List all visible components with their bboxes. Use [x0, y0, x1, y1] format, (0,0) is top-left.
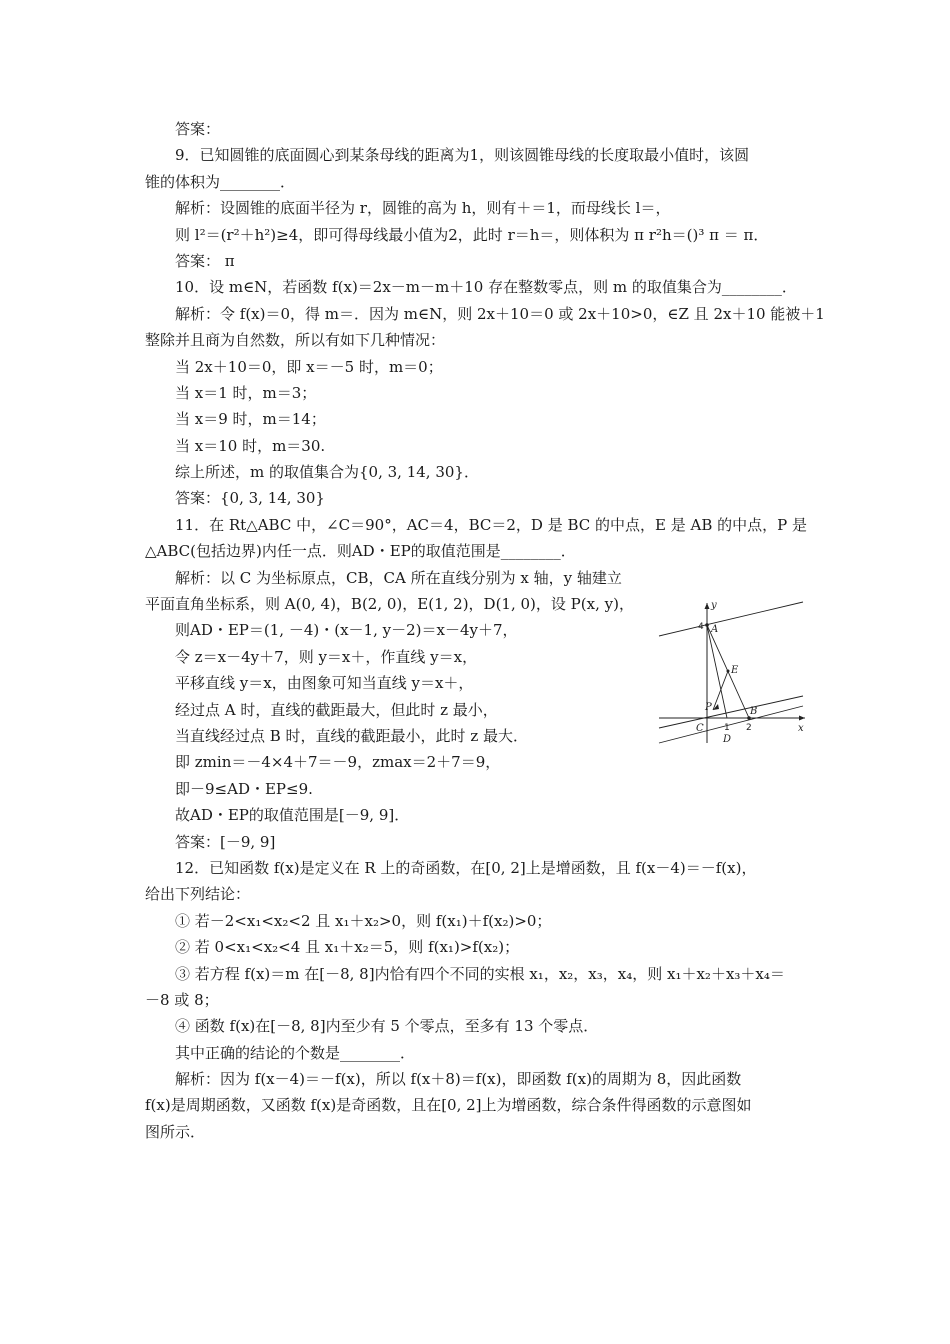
label-one: 1 — [724, 723, 730, 733]
text-line: 答案： — [175, 120, 221, 138]
text-line: 解析：设圆锥的底面半径为 r，圆锥的高为 h，则有＋＝1，而母线长 l＝， — [175, 199, 671, 218]
coordinate-figure-svg — [655, 598, 810, 748]
text-line: 则AD・EP＝(1, －4)・(x－1, y－2)＝x－4y＋7， — [175, 621, 518, 640]
text-line: 锥的体积为________． — [145, 172, 296, 191]
label-y: y — [711, 600, 717, 611]
text-line: 当 x＝9 时，m＝14； — [175, 410, 326, 429]
text-line: 综上所述，m 的取值集合为{0, 3, 14, 30}． — [175, 463, 479, 482]
text-line: 平面直角坐标系，则 A(0, 4)，B(2, 0)，E(1, 2)，D(1, 0)，设 P(x, y)， — [145, 595, 634, 614]
text-line: 12．已知函数 f(x)是定义在 R 上的奇函数，在[0, 2]上是增函数，且 f(x－4)＝－f(x)， — [175, 858, 757, 877]
text-line: ④ 函数 f(x)在[－8, 8]内至少有 5 个零点，至多有 13 个零点． — [175, 1017, 599, 1036]
text-line: ② 若 0<x₁<x₂<4 且 x₁＋x₂＝5，则 f(x₁)>f(x₂)； — [175, 938, 520, 957]
text-line: 答案：{0, 3, 14, 30} — [175, 489, 325, 508]
text-line: 即－9≤AD・EP≤9. — [175, 779, 313, 798]
label-c: C — [696, 723, 704, 734]
text-line: 图所示． — [145, 1122, 206, 1141]
text-line: 当 x＝10 时，m＝30. — [175, 436, 326, 455]
text-line: 即 zmin＝－4×4＋7＝－9，zmax＝2＋7＝9， — [175, 753, 501, 772]
point-e — [727, 670, 730, 673]
segment-ep — [713, 671, 728, 710]
label-two: 2 — [746, 723, 752, 733]
text-line: 答案：[－9, 9] — [175, 832, 276, 851]
text-line: 整除并且商为自然数，所以有如下几种情况： — [145, 331, 446, 350]
text-line: 则 l²＝(r²＋h²)≥4，即可得母线最小值为2，此时 r＝h＝，则体积为 π r²h＝()³ π ＝ π． — [175, 225, 769, 244]
text-line: 令 z＝x－4y＋7，则 y＝x＋，作直线 y＝x， — [175, 647, 478, 666]
text-line: 解析：令 f(x)＝0，得 m＝．因为 m∈N，则 2x＋10＝0 或 2x＋10>0，∈Z 且 2x＋10 能被＋1 — [175, 304, 825, 323]
text-line: 当 x＝1 时，m＝3； — [175, 383, 317, 402]
label-d: D — [723, 734, 732, 745]
text-line: 平移直线 y＝x，由图象可知当直线 y＝x＋， — [175, 674, 474, 693]
text-line: 11．在 Rt△ABC 中，∠C＝90°，AC＝4，BC＝2，D 是 BC 的中点，E 是 AB 的中点，P 是 — [175, 515, 807, 534]
text-line: ① 若－2<x₁<x₂<2 且 x₁＋x₂>0，则 f(x₁)＋f(x₂)>0； — [175, 911, 552, 930]
coordinate-figure — [655, 598, 810, 748]
text-line: 9．已知圆锥的底面圆心到某条母线的距离为1，则该圆锥母线的长度取最小值时，该圆 — [175, 146, 750, 165]
text-line: 故AD・EP的取值范围是[－9, 9]． — [175, 806, 410, 825]
text-line: 当 2x＋10＝0，即 x＝－5 时，m＝0； — [175, 357, 443, 376]
text-line: f(x)是周期函数，又函数 f(x)是奇函数，且在[0, 2]上为增函数，综合条件得函数的示意图如 — [145, 1096, 752, 1115]
text-line: 其中正确的结论的个数是________． — [175, 1043, 416, 1062]
label-p: P — [705, 702, 712, 713]
text-line: 给出下列结论： — [145, 885, 251, 904]
text-line: 解析：因为 f(x－4)＝－f(x)，所以 f(x＋8)＝f(x)，即函数 f(x)的周期为 8，因此函数 — [175, 1070, 742, 1089]
line-through-a — [659, 602, 803, 636]
text-line: 解析：以 C 为坐标原点，CB，CA 所在直线分别为 x 轴，y 轴建立 — [175, 568, 622, 587]
text-line: △ABC(包括边界)内任一点．则AD・EP的取值范围是________． — [145, 542, 576, 561]
text-line: 经过点 A 时，直线的截距最大，但此时 z 最小， — [175, 700, 498, 719]
text-line: ③ 若方程 f(x)＝m 在[－8, 8]内恰有四个不同的实根 x₁，x₂，x₃，x₄，则 x₁＋x₂＋x₃＋x₄＝ — [175, 964, 785, 983]
label-x: x — [798, 723, 804, 734]
point-a — [705, 623, 709, 627]
y-axis-arrow — [705, 603, 710, 609]
x-axis-arrow — [799, 716, 805, 721]
label-four: 4 — [698, 622, 704, 632]
label-e: E — [731, 665, 739, 676]
label-a: A — [711, 624, 719, 635]
text-line: －8 或 8； — [145, 990, 219, 1009]
text-line: 10．设 m∈N，若函数 f(x)＝2x－m－m＋10 存在整数零点，则 m 的取值集合为________． — [175, 278, 797, 297]
text-line: 当直线经过点 B 时，直线的截距最小，此时 z 最大． — [175, 726, 529, 745]
text-line: 答案： π — [175, 251, 235, 270]
label-b: B — [750, 706, 758, 717]
